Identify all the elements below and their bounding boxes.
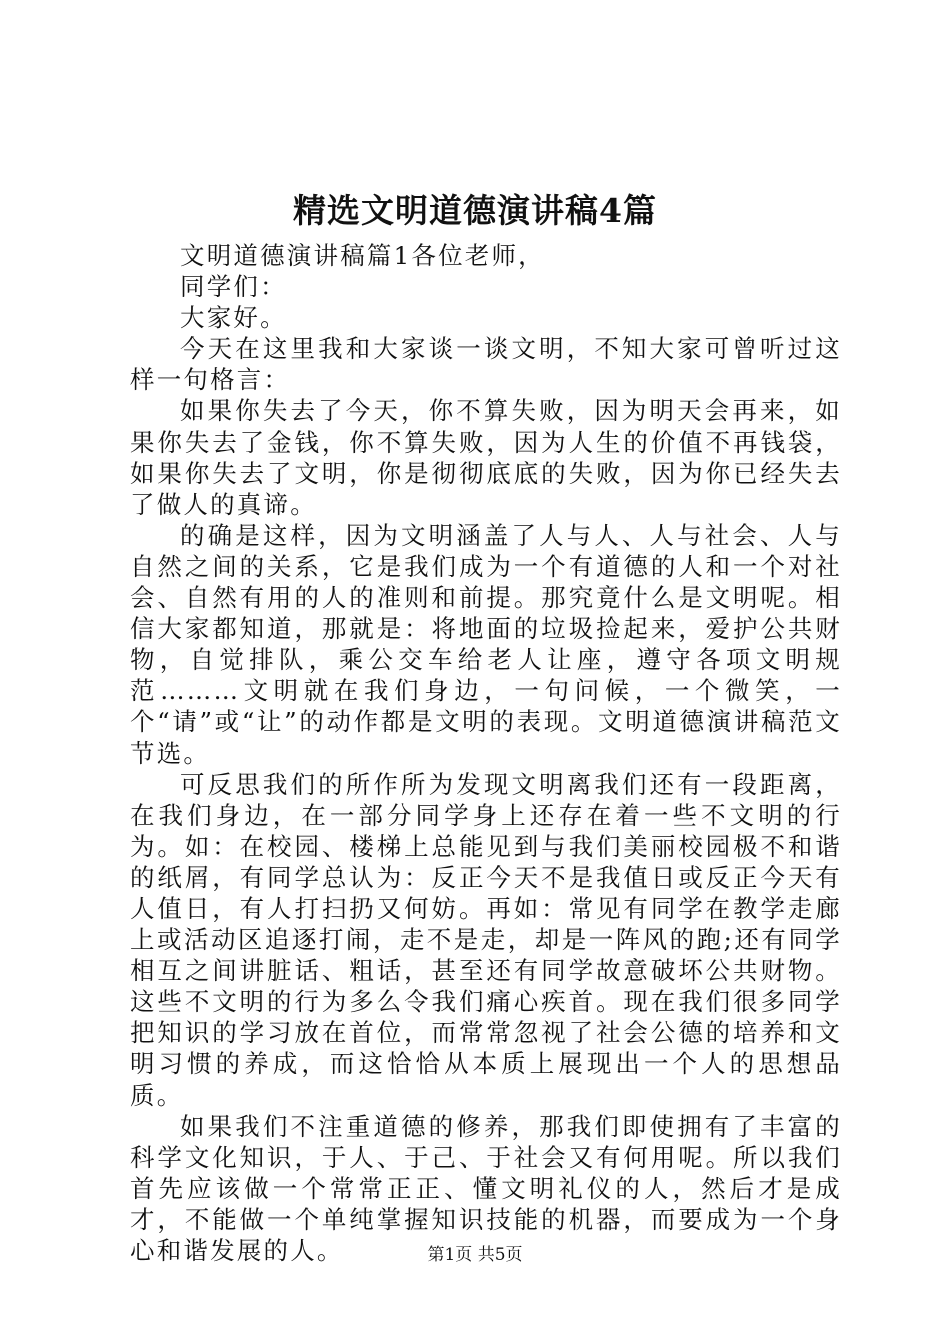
paragraph: 如果你失去了今天，你不算失败，因为明天会再来，如果你失去了金钱，你不算失败，因为人生的价值不再钱袋，如果你失去了文明，你是彻彻底底的失败，因为你已经失去了做人的真谛。 bbox=[130, 396, 842, 519]
paragraph: 可反思我们的所作所为发现文明离我们还有一段距离，在我们身边，在一部分同学身上还存在着一些不文明的行为。如：在校园、楼梯上总能见到与我们美丽校园极不和谐的纸屑，有同学总认为：反正今天不是我值日或反正今天有人值日，有人打扫扔又何妨。再如：常见有同学在教学走廊上或活动区追逐打闹，走不是走，却是一阵风的跑;还有同学相互之间讲脏话、粗话，甚至还有同学故意破坏公共财物。这些不文明的行为多么令我们痛心疾首。现在我们很多同学把知识的学习放在首位，而常常忽视了社会公德的培养和文明习惯的养成，而这恰恰从本质上展现出一个人的思想品质。 bbox=[130, 769, 842, 1110]
paragraph: 今天在这里我和大家谈一谈文明，不知大家可曾听过这样一句格言： bbox=[130, 334, 842, 395]
paragraph: 的确是这样，因为文明涵盖了人与人、人与社会、人与自然之间的关系，它是我们成为一个有道德的人和一个对社会、自然有用的人的准则和前提。那究竟什么是文明呢。相信大家都知道，那就是：将地面的垃圾捡起来，爱护公共财物，自觉排队，乘公交车给老人让座，遵守各项文明规范………文明就在我们身边，一句问候，一个微笑，一个“请”或“让”的动作都是文明的表现。文明道德演讲稿范文节选。 bbox=[130, 520, 842, 768]
document-body bbox=[130, 240, 842, 1266]
paragraph: 同学们： bbox=[180, 272, 287, 302]
document-title: 精选文明道德演讲稿4篇 bbox=[293, 191, 657, 230]
paragraph: 如果我们不注重道德的修养，那我们即使拥有了丰富的科学文化知识，于人、于己、于社会又有何用呢。所以我们首先应该做一个常常正正、懂文明礼仪的人，然后才是成才，不能做一个单纯掌握知识技能的机器，而要成为一个身心和谐发展的人。 bbox=[130, 1111, 842, 1265]
page-footer: 第1页 共5页 bbox=[427, 1245, 523, 1265]
paragraph: 大家好。 bbox=[180, 303, 287, 333]
paragraph: 文明道德演讲稿篇1各位老师， bbox=[180, 241, 545, 270]
